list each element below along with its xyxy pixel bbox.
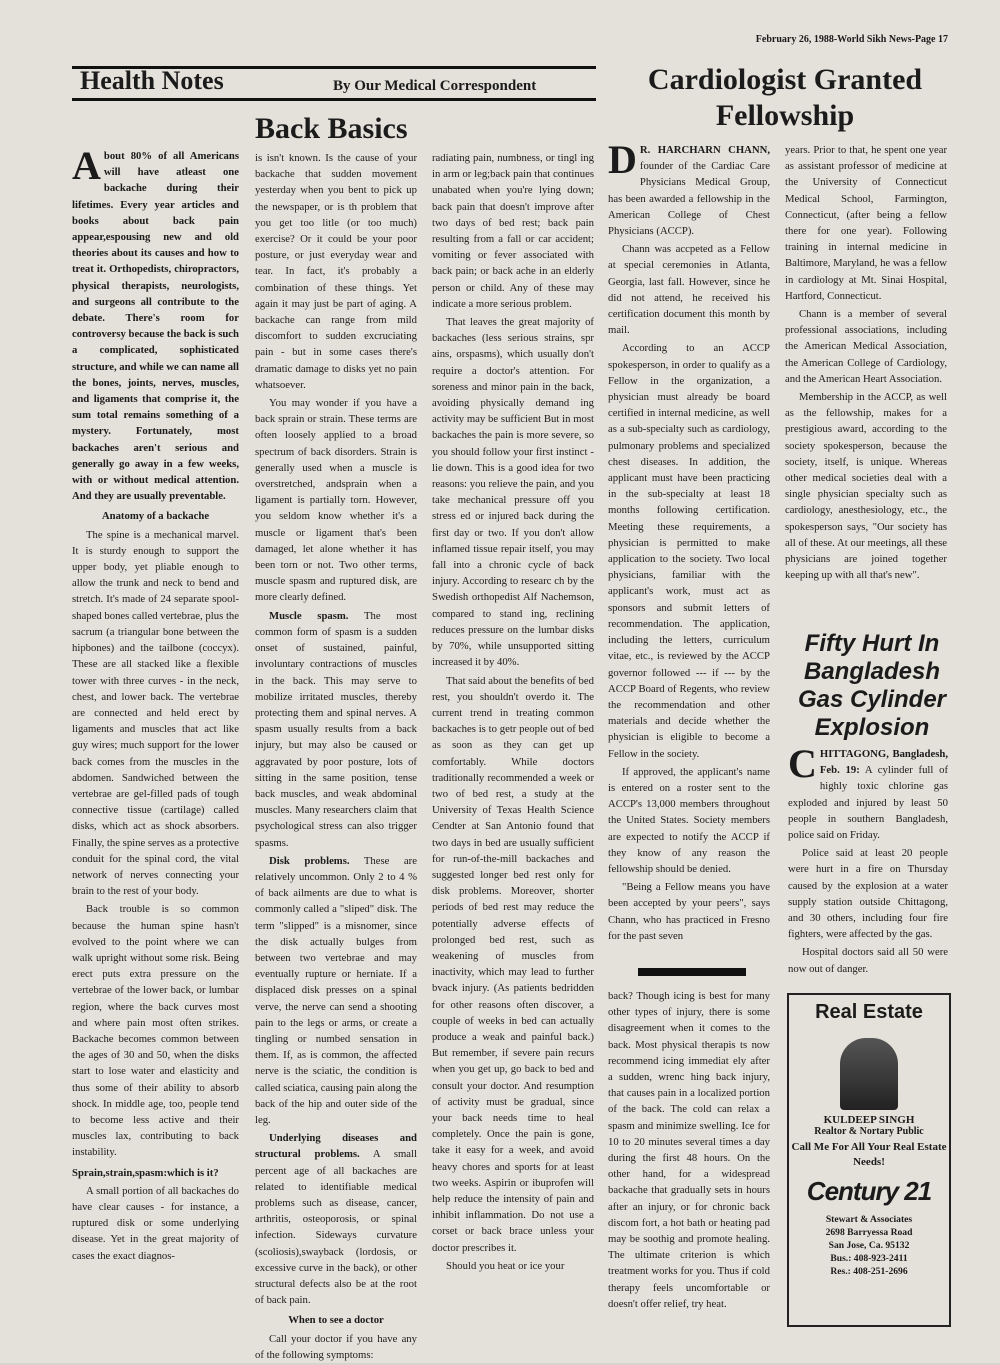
drop-cap: A <box>72 143 101 188</box>
byline: By Our Medical Correspondent <box>333 78 537 94</box>
paragraph-text: founder of the Cardiac Care Physicians Medical Group, has been awarded a fellowship in the American College of Chest Physicians (ACCP). <box>608 160 770 238</box>
century21-logo: Century 21 <box>806 1176 932 1206</box>
agent-photo <box>840 1038 898 1110</box>
article-headline: Back Basics <box>255 112 408 145</box>
article-column-2 <box>255 150 417 1365</box>
lead-caps: R. HARCHARN CHANN, <box>639 144 770 156</box>
subheading: Sprain,strain,spasm:which is it? <box>72 1166 219 1179</box>
paragraph-text: A small percent age of all backaches are related to identifiable medical problems such as disease, cancer, arthritis, osteoporosis, or spinal infection. Sideways curvature (scoliosis),swayback (lordosis, or excessive curve in the back), or other structural defects also be at the root of back pain. <box>255 1148 417 1307</box>
company-name: Stewart & Associates <box>825 1214 913 1225</box>
paragraph-text: A cylinder full of highly toxic chlorine gas exploded and injured by least 50 people in southern Bangladesh, police said on Friday. <box>788 764 949 842</box>
back-basics-continued-column <box>608 988 770 1314</box>
lead-paragraph <box>72 143 239 504</box>
lead-text: bout 80% of all Americans will have atleast one backache during their lifetimes. Every year articles and books about back pain appear,espousing new and old theories about its causes and how to treat it. Orthopedists, chiropractors, physical therapists, neurologists, and surgeons all contribute to the debate. There's room for controversy because the back is such a complicated, sophisticated structure, and while we can name all the bones, joints, nerves, muscles, and ligaments that comprise it, the sum total remains something of a mystery. Fortunately, most backaches aren't serious and generally go away in a few weeks, with or without medical attention. And they are usually preventable. <box>72 150 239 503</box>
paragraph: Chann is a member of several professional associations, including the American Medical Association, the American College of Cardiology, and the American Heart Association. <box>785 308 947 385</box>
cardiologist-column-2 <box>785 142 947 585</box>
lead-paragraph <box>788 741 949 843</box>
article-column-3 <box>432 150 594 1276</box>
paragraph: The spine is a mechanical marvel. It is sturdy enough to support the upper body, yet pliable enough to allow the trunk and neck to bend and stretch. It's made of 24 separate spool-shaped bones called vertebrae, plus the sacrum (a triangular bone between the hipbones) and the tailbone (coccyx). These are all stacked like a flexible tower with three curves - in the neck, chest, and lower back. The vertebrae are connected and held erect by ligaments and muscles that act like guy wires; much support for the lower back comes from the muscles in the abdomen. Sandwiched between the vertebrae are gel-filled pads of tough connective tissue (cartilage) called disks, which act as shock absorbers. Finally, the spine serves as a protective conduit for the spinal cord, the vital network of nerves connecting your brain to the rest of your body. <box>72 528 239 898</box>
paragraph: You may wonder if you have a back sprain or strain. These terms are often loosely applied to a broad spectrum of back disorders. Strain is generally used when a muscle is overstretched, andsprain when a ligament is partially torn. However, you seldom know whether it's a muscle or ligament that's been damaged, let alone whether it has been torn or not. Two other terms, muscle spasm and ruptured disk, are more clearly defined. <box>255 397 417 604</box>
paragraph: Should you heat or ice your <box>446 1259 565 1272</box>
section-rule-bottom <box>72 98 596 101</box>
paragraph: Call your doctor if you have any of the following symptoms: <box>255 1332 417 1361</box>
column-divider-bar <box>638 968 746 976</box>
paragraph <box>255 853 417 1128</box>
inline-heading: Underlying diseases and structural problems. <box>255 1132 417 1161</box>
paragraph: Hospital doctors said all 50 were now out of danger. <box>788 946 948 975</box>
drop-cap: D <box>608 137 637 182</box>
paragraph: If approved, the applicant's name is entered on a roster sent to the ACCP's 13,000 members throughout the United States. Society members are expected to notify the ACCP if they know of any reason the fellowship should be denied. <box>608 765 770 875</box>
subheading: When to see a doctor <box>288 1314 384 1327</box>
article-column-1 <box>72 143 239 1266</box>
ad-heading: Real Estate <box>815 1001 923 1023</box>
business-phone: Bus.: 408-923-2411 <box>830 1253 908 1264</box>
ad-tagline: Call Me For All Your Real Estate Needs! <box>791 1141 947 1168</box>
paragraph <box>255 608 417 851</box>
cardiologist-headline: Cardiologist Granted Fellowship <box>647 63 923 132</box>
paragraph: Police said at least 20 people were hurt in a fire on Thursday caused by the explosion at a water supply station outside Chittagong, and 30 others, including four fire fighters, were affected by the gas. <box>788 847 948 941</box>
bangladesh-article <box>788 741 949 979</box>
address-line-1: 2698 Barryessa Road <box>825 1227 913 1238</box>
agent-name: KULDEEP SINGH <box>823 1114 915 1126</box>
bangladesh-headline: Fifty Hurt In Bangladesh Gas Cylinder Explosion <box>797 630 947 741</box>
subheading: Anatomy of a backache <box>101 510 210 523</box>
address-line-2: San Jose, Ca. 95132 <box>828 1240 910 1251</box>
paragraph: Membership in the ACCP, as well as the fellowship, makes for a prestigious award, according to the society spokesperson, because the society, itself, is unique. Whereas other medical societies deal with a single physician specialty such as cardiology, anesthesiology, etc., the spokesperson says, "Our society has all of these. At our meetings, all these physicians are joined together keeping up with all that's new". <box>785 391 947 582</box>
paragraph <box>255 1130 417 1308</box>
page-folio: February 26, 1988-World Sikh News-Page 17 <box>755 34 948 45</box>
paragraph: Back trouble is so common because the human spine hasn't evolved to the point where we can walk upright without some risk. Being erect puts extra pressure on the vertebrae of the lower back, or lumbar region, where the back curves most and where pain most often strikes. Backache becomes common between the ages of 30 and 50, when the disks start to lose water and elasticity and thus some of their ability to absorb shock. In middle age, too, people tend to become less active and their muscles lax, contributing to back instability. <box>72 903 239 1159</box>
paragraph-text: The most common form of spasm is a sudden onset of sustained, painful, involuntary contractions of muscles in the back. This may serve to mobilize irritated muscles, thereby protecting them and spinal nerves. A spasm usually results from a back injury, but may also be caused or aggravated by poor posture, lots of sitting in the same position, tense back muscles, and weak abdominal muscles. Many researchers claim that psychological stress can also trigger spasms. <box>255 609 418 849</box>
paragraph: A small portion of all backaches do have clear causes - for instance, a ruptured disk or some underlying disease. Yet in the great majority of cases the exact diagnos- <box>72 1184 239 1262</box>
paragraph: radiating pain, numbness, or tingl ing in arm or leg;back pain that continues unabated when you're lying down; back pain that doesn't improve after two days of bed rest; back pain resulting from a fall or car accident; vomiting or fever associated with back pain; or back ache in an elderly person or child. Any of these may indicate a more serious problem. <box>432 152 594 310</box>
paragraph: That said about the benefits of bed rest, you shouldn't overdo it. The current trend in treating common backaches is to getr people out of bed as soon as they can get up comfortably. While doctors traditionally recommended a week or two of bed rest, a study at the University of Texas Health Science Cendter at San Antonio found that two days in bed are usually sufficient for run-of-the-mill backaches and suggested longer bed rest only for disk problems. Moreover, shorter periods of bed rest may reduce the potentially adverse effects of prolonged bed rest, such as weakening of muscles from inactivity, which may lead to further bvack injury. (As patients bedridden for other reasons often discover, a couple of weeks in bed can actually produce a weak and painful back.) But remember, if severe pain recurs when you get up, go back to bed and consult your doctor. And resumption of activity must be gradual, since your back needs time to heal completely. Once the pain is gone, take it easy for a week, and avoid heavy chores and sports for at least two weeks. Aspirin or ibuprofen will help reduce the intensity of pain and inhibit inflammation. Do not use a corset or back brace unless your doctor prescribes it. <box>432 674 594 1254</box>
paragraph: According to an ACCP spokesperson, in order to qualify as a Fellow in the organization, a physician must already be board certified in internal medicine, as well as a sub-specialty such as cardiology, pulmonary problems and specialized chest diseases. In addition, the applicant must have been practicing in the sub-specialty at least 18 months following certification. Meeting these requirements, a physician is permitted to make application to the society. Two local physicians, familiar with the applicant's work, must act as sponsors and submit letters of recommendation. The application, including the letters, curriculum vitae, etc., is reviewed by the ACCP governor followed --- if --- by the ACCP Board of Regents, who review the recommendation and other materials and decide whether the physician is eligible to become a Fellow in the society. <box>608 342 770 760</box>
lead-paragraph <box>608 137 770 239</box>
residence-phone: Res.: 408-251-2696 <box>830 1266 908 1277</box>
paragraph: Chann was accpeted as a Fellow at special ceremonies in Atlanta, Georgia, last fall. However, since he did not attend, he received his certification document this month by mail. <box>608 243 770 337</box>
dateline: HITTAGONG, Bangladesh, Feb. 19: <box>819 748 948 777</box>
inline-heading: Muscle spasm. <box>269 609 349 622</box>
paragraph: years. Prior to that, he spent one year as assistant professor of medicine at the University of Connecticut Medical School, Farmington, Connecticut, (after being a fellow there for one year). Following training in internal medicine in Baltimore, Maryland, he was a fellow in cardiology at Mt. Sinai Hospital, Hartford, Connecticut. <box>785 144 947 302</box>
paragraph: "Being a Fellow means you have been accepted by your peers", says Chann, who has practiced in Fresno for the past seven <box>608 881 770 942</box>
real-estate-ad <box>787 993 951 1327</box>
section-title: Health Notes <box>80 66 224 95</box>
drop-cap: C <box>788 741 817 786</box>
paragraph: That leaves the great majority of backaches (less serious strains, spr ains, orspasms), which usually don't require a doctor's attention. For soreness and minor pain in the back, avoiding physically demand ing activity may be sufficient But in most backaches the pain is more severe, so you should follow your first instinct - lie down. This is a good idea for two reasons: you relieve the pain, and you take mechanical pressure off you stress ed or injured back during the first day or two. If you don't allow inflamed tissue repair itself, you may fall into a chronic cycle of back injury. According to researc ch by the Swedish orthopedist Alf Nachemson, compared to stand ing, reclining reduces pressure on the lumbar disks by 70%, while unsupported sitting increased it by 40%. <box>432 316 594 669</box>
paragraph: is isn't known. Is the cause of your backache that sudden movement yesterday when you bent to pick up the newspaper, or is th problem that you get too litle (or too much) exercise? Or it could be your poor posture, or just everyday wear and tear. In fact, it's probably a combination of these things. Yet again it may just be part of aging. A backache can range from mild discomfort to sudden excruciating pain - but in some cases there's dramatic damage to disks yet no pain whatsoever. <box>255 152 417 391</box>
agent-title: Realtor & Nortary Public <box>814 1126 924 1137</box>
paragraph-text: These are relatively uncommon. Only 2 to 4 % of back ailments are due to what is commonly called a "sliped" disk. The term "slipped" is a misnomer, since the disk actually bulges from between two vertebrae and may eventually rupture or herniate. If a displaced disk presses on a spinal verve, the nerve can send a shooting pain to the legs or arms, or create a tingling or numbed sensation in them. If, as is common, the affected nerve is the sciatic, the condition is called sciatica, causing pain along the back of the hip and outer side of the leg. <box>255 854 417 1126</box>
inline-heading: Disk problems. <box>269 854 350 867</box>
cardiologist-column-1 <box>608 137 770 946</box>
paragraph: back? Though icing is best for many other types of injury, there is some disagreement when it comes to the back. Most physical therapis ts now recommend icing immediat ely after a sudden, wrenc hing back injury, that causes pain in a localized portion of the back. The cold can relax a spasm and minimize swelling. Ice for 10 to 20 minutes several times a day during the first 48 hours. On the other hand, for a widespread backache that gradually sets in hours after an injury, or for chronic back discom fort, a hot bath or heating pad may be soothig and promote healing. The ultimate criterion is which treatment works for you. Thus if cold therapy feels uncomfortable or doesn't offer relief, try heat. <box>608 990 770 1310</box>
